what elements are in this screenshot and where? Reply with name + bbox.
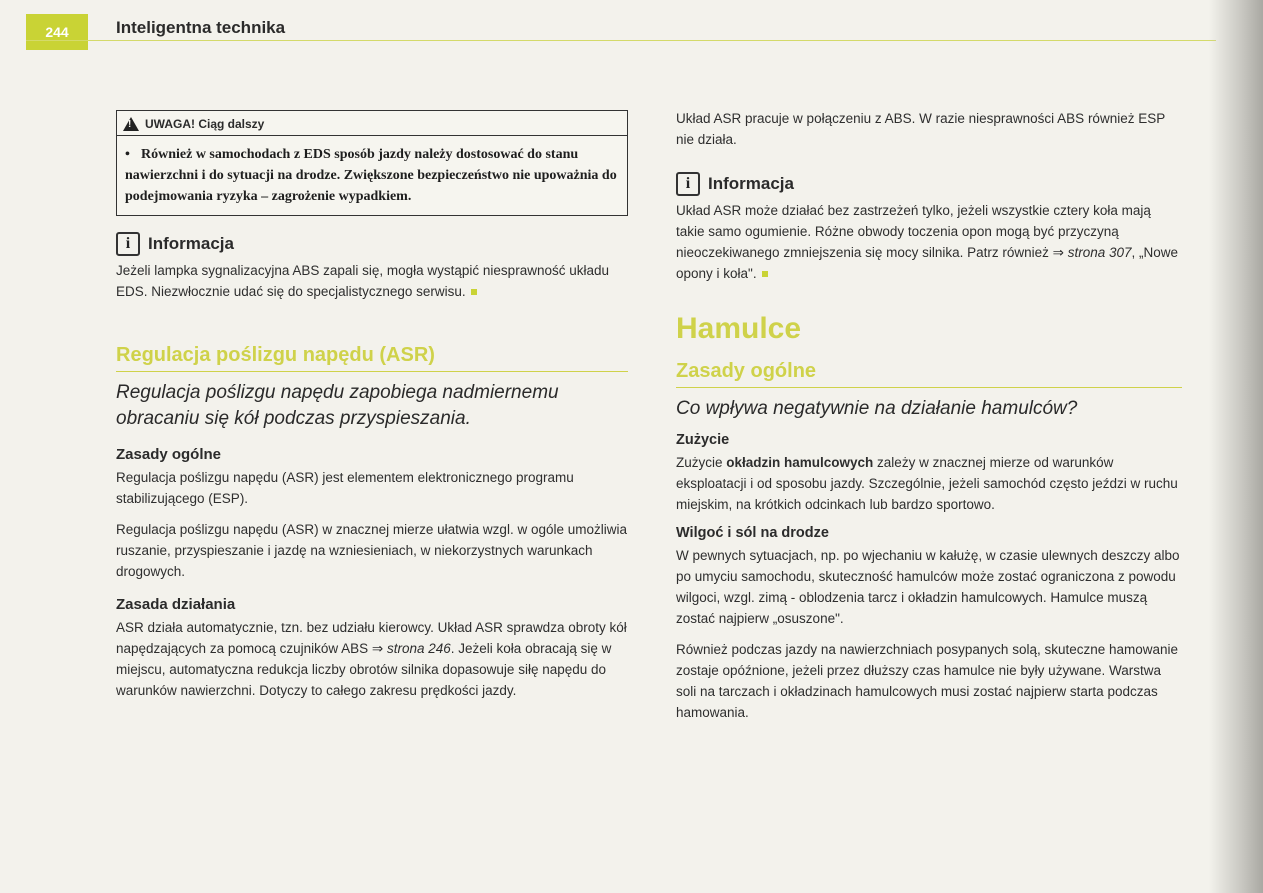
paragraph-wear	[676, 452, 1182, 515]
right-column	[676, 108, 1182, 723]
info-title-left: Informacja	[148, 234, 234, 253]
heading-moisture: Wilgoć i sól na drodze	[676, 525, 829, 541]
xref-page-307[interactable]: ⇒ strona 307	[1052, 245, 1132, 260]
info-header-right	[676, 172, 1182, 196]
page-fold-shadow	[1209, 0, 1263, 893]
paragraph-intro: Układ ASR pracuje w połączeniu z ABS. W razie niesprawności ABS również ESP nie działa.	[676, 111, 1165, 147]
wear-text-a: Zużycie	[676, 455, 727, 470]
lead-brakes: Co wpływa negatywnie na działanie hamulców?	[676, 398, 1078, 419]
heading-operation: Zasada działania	[116, 596, 236, 613]
warning-header	[117, 111, 627, 136]
paragraph-general-2: Regulacja poślizgu napędu (ASR) w znacznej mierze ułatwia wzgl. w ogóle umożliwia ruszanie, przyspieszanie i jazdę na wzniesieniach, w niekorzystnych warunkach drogowych.	[116, 522, 627, 579]
warning-text	[117, 136, 627, 215]
heading-general: Zasady ogólne	[116, 446, 222, 463]
info-icon: i	[116, 232, 140, 256]
section-title-brakes: Zasady ogólne	[676, 360, 1182, 388]
info-text-right-b: , „Nowe opony i koła".	[676, 245, 1179, 281]
lead-asr: Regulacja poślizgu napędu zapobiega nadmiernemu obracaniu się kół podczas przyspieszania.	[116, 382, 559, 429]
paragraph-operation	[116, 617, 628, 701]
info-header-left	[116, 232, 628, 256]
info-text-right-a: Układ ASR może działać bez zastrzeżeń tylko, jeżeli wszystkie cztery koła mają takie samo ogumienie. Różne obwody toczenia opon mogą być przyczyną nieoczekiwanego zmniejszenia się mocy silnika. Patrz również	[676, 203, 1151, 260]
paragraph-moisture-2: Również podczas jazdy na nawierzchniach posypanych solą, skuteczne hamowanie zostaje opóźnione, jeżeli przez dłuższy czas hamulce nie były używane. Warstwa soli na tarczach i okładzinach hamulcowych musi zostać najpierw starta podczas hamowania.	[676, 642, 1179, 720]
warning-box	[116, 110, 628, 216]
warning-text-content: Również w samochodach z EDS sposób jazdy należy dostosować do stanu nawierzchni i do sytuacji na drodze. Zwiększone bezpieczeństwo nie upoważnia do podejmowania ryzyka – zagrożenie wypadkiem.	[125, 147, 617, 204]
page-number: 244	[26, 14, 88, 50]
xref-page-246[interactable]: ⇒ strona 246	[371, 641, 451, 656]
info-text-left-content: Jeżeli lampka sygnalizacyjna ABS zapali się, mogła wystąpić niesprawność układu EDS. Niezwłocznie udać się do specjalistycznego serwisu.	[116, 263, 609, 299]
operation-text-b: . Jeżeli koła obracają się w miejscu, automatyczna redukcja liczby obrotów silnika dopasowuje siłę napędu do warunków nawierzchni. Dotyczy to całego zakresu prędkości jazdy.	[116, 641, 612, 698]
end-mark	[762, 271, 768, 277]
header-rule	[26, 40, 1216, 41]
operation-text-a: ASR działa automatycznie, tzn. bez udziału kierowcy. Układ ASR sprawdza obroty kół napędzających za pomocą czujników ABS	[116, 620, 627, 656]
wear-text-bold: okładzin hamulcowych	[726, 455, 874, 470]
warning-title: UWAGA! Ciąg dalszy	[145, 117, 265, 131]
left-column	[116, 108, 628, 701]
section-title-asr: Regulacja poślizgu napędu (ASR)	[116, 344, 628, 372]
warning-triangle-icon	[123, 117, 139, 131]
info-title-right: Informacja	[708, 174, 794, 193]
bullet: •	[125, 147, 130, 162]
end-mark	[471, 289, 477, 295]
chapter-title: Hamulce	[676, 312, 802, 345]
running-header: Inteligentna technika	[116, 18, 286, 37]
heading-wear: Zużycie	[676, 432, 730, 448]
paragraph-general-1: Regulacja poślizgu napędu (ASR) jest elementem elektronicznego programu stabilizującego (ESP).	[116, 470, 574, 506]
paragraph-moisture-1: W pewnych sytuacjach, np. po wjechaniu w kałużę, w czasie ulewnych deszczy albo po umyciu samochodu, skuteczność hamulców może zostać ograniczona z powodu wilgoci, wzgl. zimą - oblodzenia tarcz i okładzin hamulcowych. Hamulce muszą zostać najpierw „osuszone".	[676, 548, 1180, 626]
info-icon: i	[676, 172, 700, 196]
info-text-right	[676, 200, 1182, 284]
info-text-left	[116, 260, 628, 302]
wear-text-b: zależy w znacznej mierze od warunków eksploatacji i od sposobu jazdy. Szczególnie, jeżeli samochód często jeździ w ruchu miejskim, na krótkich odcinkach lub bardzo sportowo.	[676, 455, 1178, 512]
